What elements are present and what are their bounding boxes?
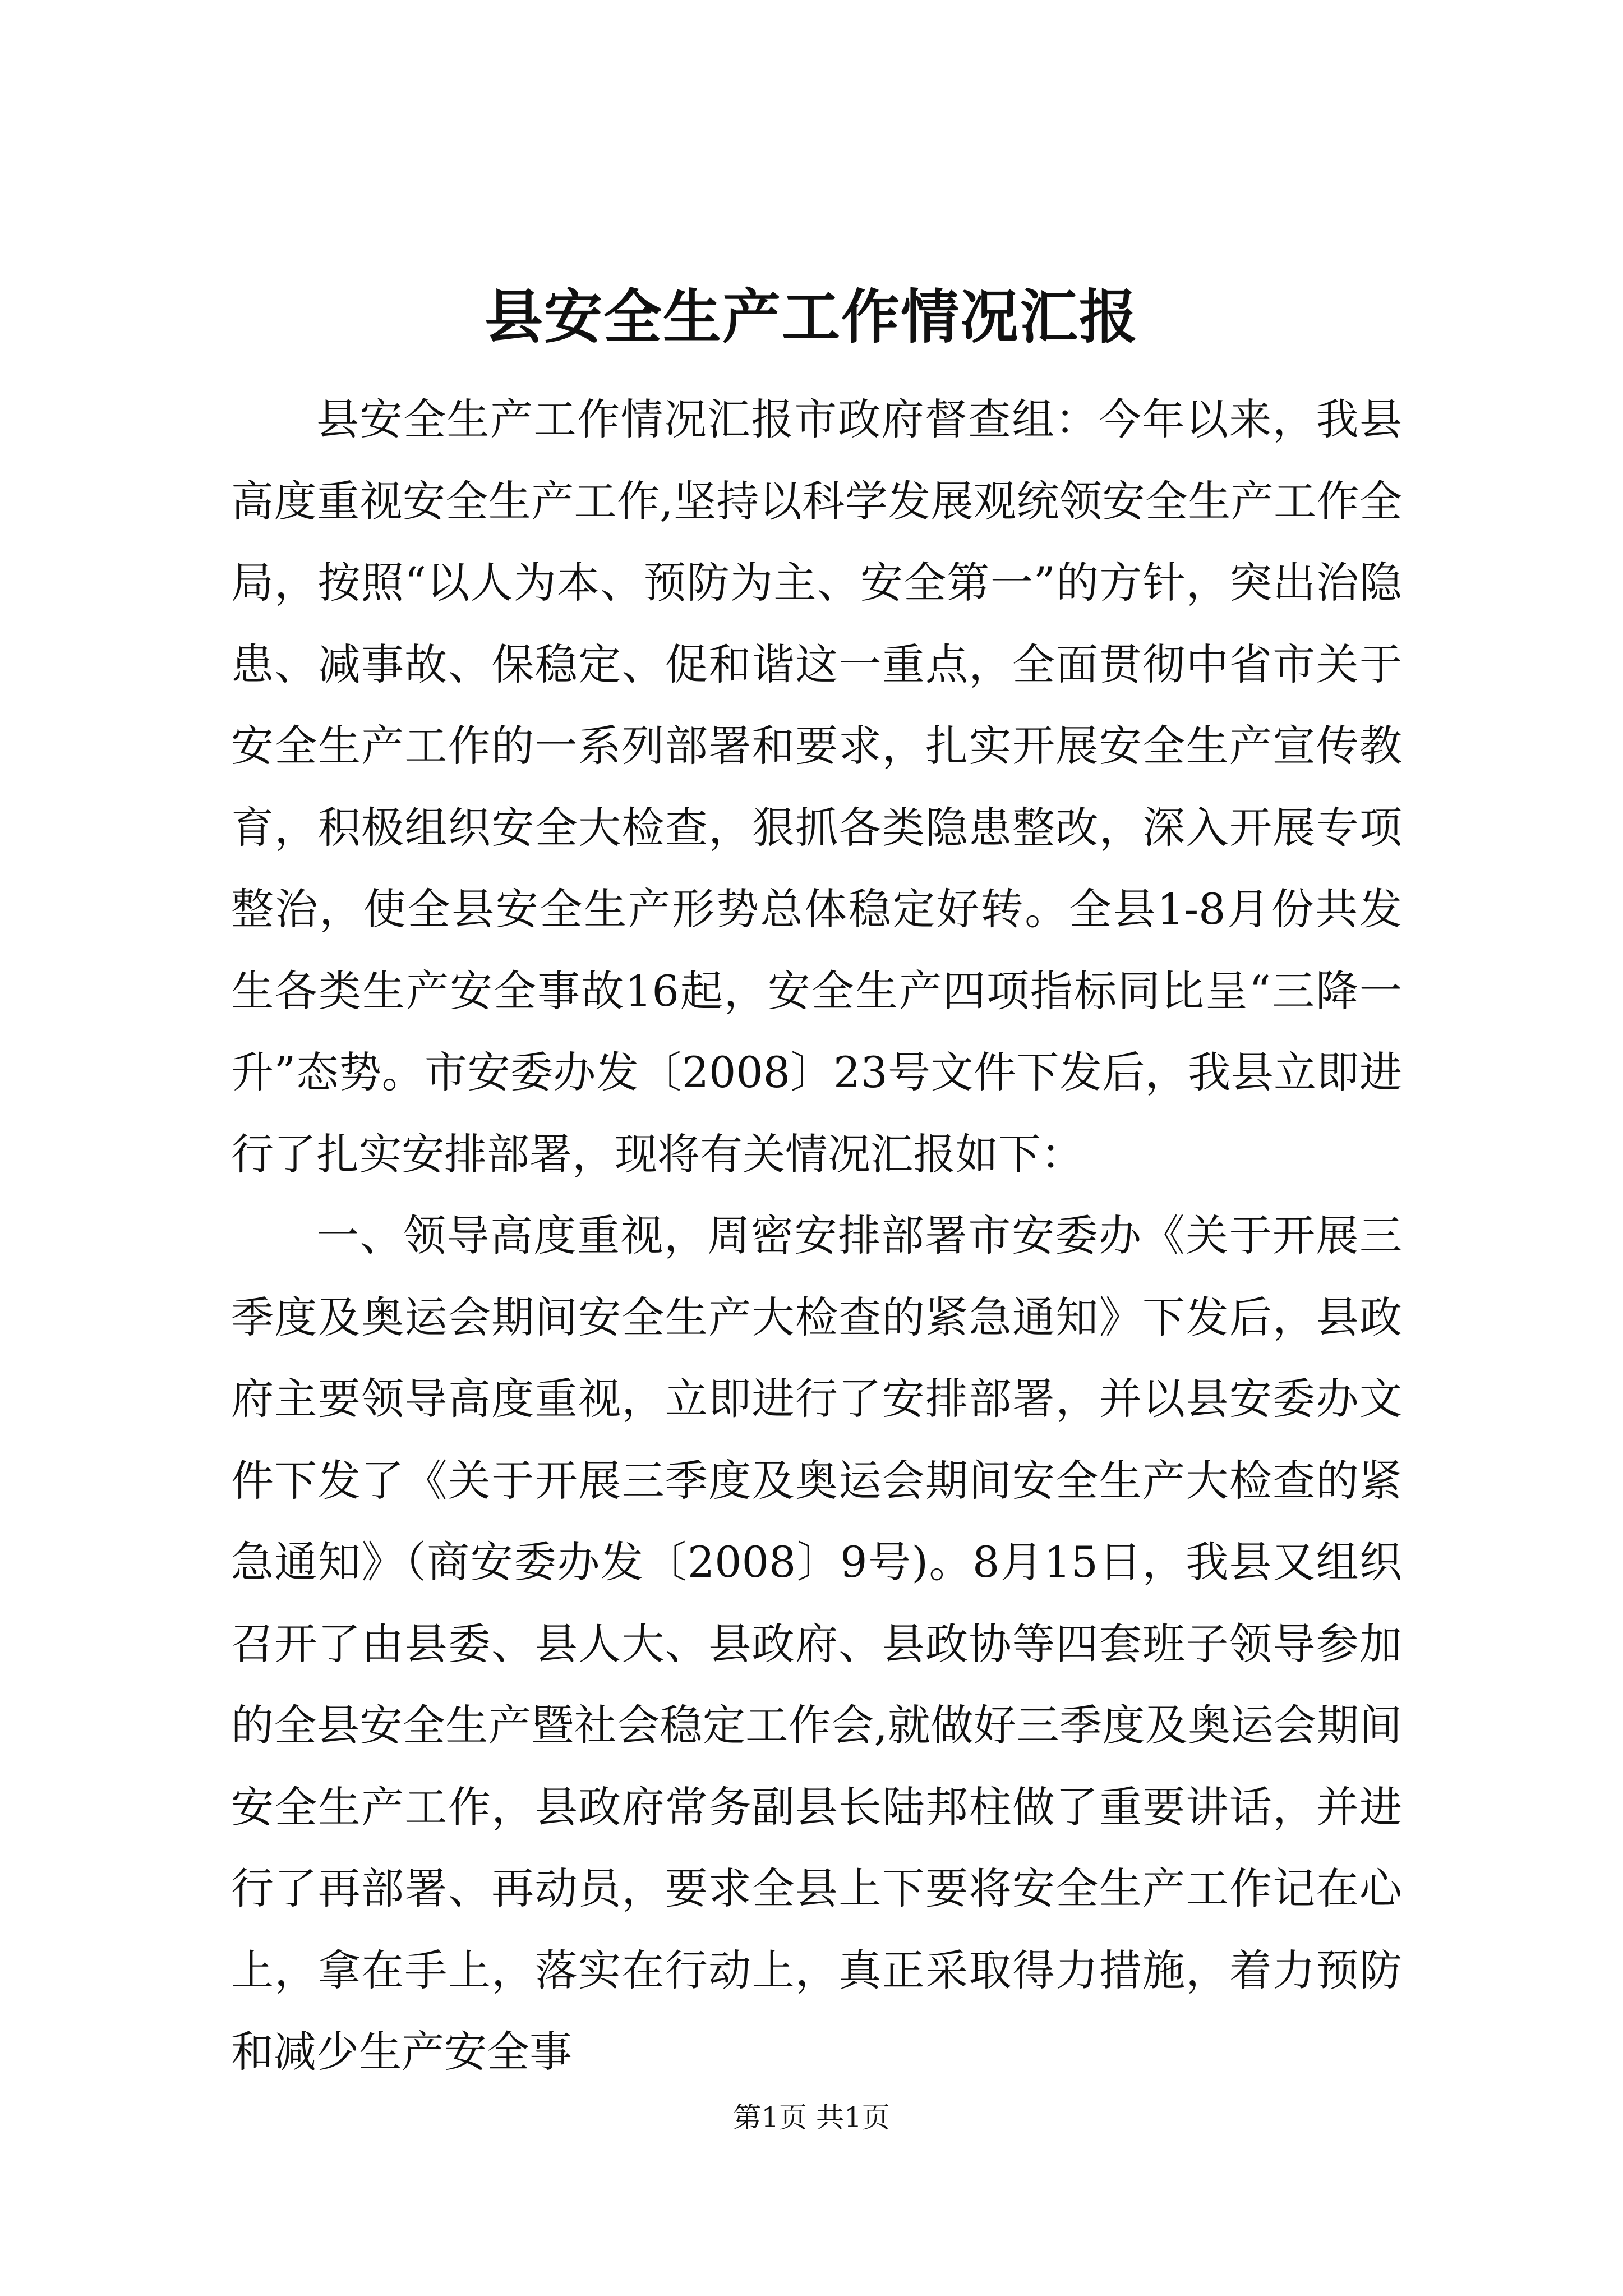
paragraph-section-one: 一、领导高度重视，周密安排部署市安委办《关于开展三季度及奥运会期间安全生产大检查的紧急通知》下发后，县政府主要领导高度重视，立即进行了安排部署，并以县安委办文件下发了《关于开展三季度及奥运会期间安全生产大检查的紧急通知》（商安委办发〔2008〕9号)。8月15日，我县又组织召开了由县委、县人大、县政府、县政协等四套班子领导参加的全县安全生产暨社会稳定工作会,就做好三季度及奥运会期间安全生产工作，县政府常务副县长陆邦柱做了重要讲话，并进行了再部署、再动员，要求全县上下要将安全生产工作记在心上，拿在手上，落实在行动上，真正采取得力措施，着力预防和减少生产安全事: [231, 1211, 1402, 2077]
document-body: [231, 379, 1402, 2093]
paragraph-intro: 县安全生产工作情况汇报市政府督查组：今年以来，我县高度重视安全生产工作,坚持以科学发展观统领安全生产工作全局，按照“以人为本、预防为主、安全第一”的方针，突出治隐患、减事故、保稳定、促和谐这一重点，全面贯彻中省市关于安全生产工作的一系列部署和要求，扎实开展安全生产宣传教育，积极组织安全大检查，狠抓各类隐患整改，深入开展专项整治，使全县安全生产形势总体稳定好转。全县1-8月份共发生各类生产安全事故16起，安全生产四项指标同比呈“三降一升”态势。市安委办发〔2008〕23号文件下发后，我县立即进行了扎实安排部署，现将有关情况汇报如下：: [231, 394, 1402, 1179]
document-title: 县安全生产工作情况汇报: [484, 282, 1138, 351]
page-number-footer: 第1页 共1页: [733, 2101, 890, 2134]
